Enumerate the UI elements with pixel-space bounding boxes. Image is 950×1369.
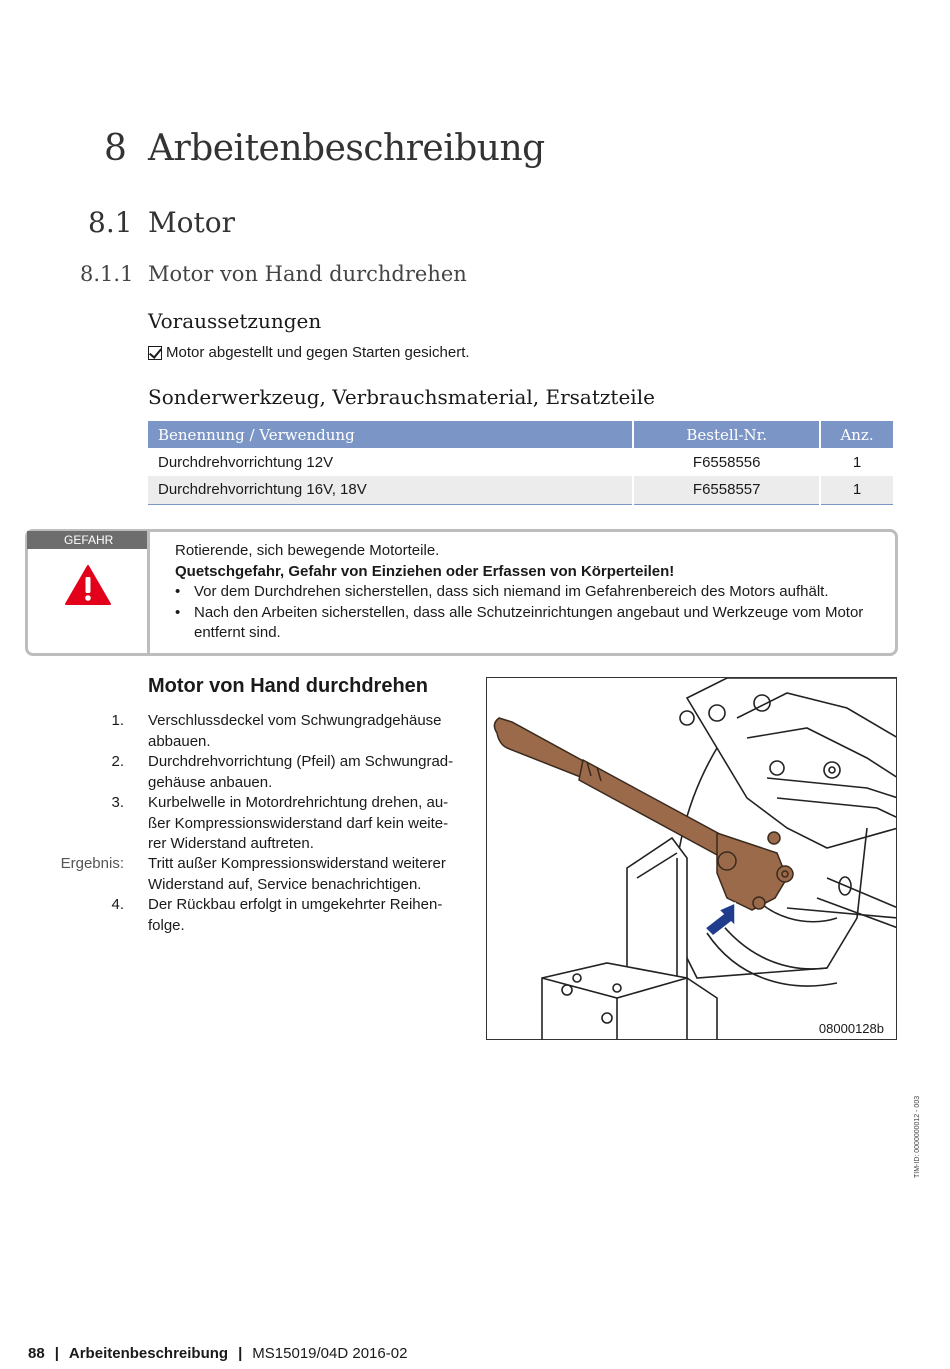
- page-footer: 88 | Arbeitenbeschreibung | MS15019/04D 2016-02: [28, 1345, 408, 1362]
- table-cell: F6558556: [633, 448, 820, 476]
- engine-illustration: [486, 677, 897, 1040]
- step-text: [148, 895, 468, 936]
- step-line: Widerstand auf, Service benachrichtigen.: [148, 875, 422, 893]
- subsection-title: Motor von Hand durchdrehen: [148, 262, 467, 286]
- subsection-number: 8.1.1: [80, 262, 134, 286]
- column-header: Benennung / Verwendung: [148, 421, 633, 448]
- column-header: Anz.: [820, 421, 894, 448]
- table-row: [148, 448, 894, 476]
- section-number: 8.1: [88, 206, 133, 239]
- list-item: • Vor dem Durchdrehen sicherstellen, dass sich niemand im Gefahrenbereich des Motors aufhält.: [175, 582, 890, 603]
- page-number: 88: [28, 1345, 45, 1362]
- danger-label: GEFAHR: [27, 531, 147, 549]
- tools-table: [148, 421, 895, 505]
- step-line: folge.: [148, 916, 185, 934]
- table-cell: Durchdrehvorrichtung 16V, 18V: [148, 476, 633, 504]
- procedure-title: Motor von Hand durchdrehen: [148, 675, 428, 697]
- tim-id: TIM-ID: 0000000012 - 003: [914, 1095, 921, 1178]
- danger-measure: Nach den Arbeiten sicherstellen, dass alle Schutzeinrichtungen angebaut und Werkzeuge vom Motor entfernt sind.: [194, 603, 864, 641]
- table-header-row: [148, 421, 894, 448]
- result-text: [148, 854, 468, 895]
- result-label: Ergebnis:: [60, 855, 124, 872]
- tools-title: Sonderwerkzeug, Verbrauchsmaterial, Ersatzteile: [148, 385, 655, 409]
- danger-divider: [147, 531, 150, 653]
- precondition-item: [148, 344, 470, 361]
- step-number: 2.: [111, 753, 124, 770]
- column-header: Bestell-Nr.: [633, 421, 820, 448]
- danger-consequence: Quetschgefahr, Gefahr von Einziehen oder Erfassen von Körperteilen!: [175, 562, 675, 580]
- footer-doc: MS15019/04D 2016-02: [252, 1345, 408, 1362]
- table-cell: 1: [820, 448, 894, 476]
- step-number: 3.: [111, 794, 124, 811]
- table-cell: Durchdrehvorrichtung 12V: [148, 448, 633, 476]
- step-text: [148, 793, 468, 855]
- table-cell: 1: [820, 476, 894, 504]
- step-line: ßer Kompressionswiderstand darf kein weite-: [148, 814, 449, 832]
- step-line: Durchdrehvorrichtung (Pfeil) am Schwungrad-: [148, 753, 454, 770]
- step-number: 1.: [111, 712, 124, 729]
- step-line: Der Rückbau erfolgt in umgekehrter Reihen-: [148, 896, 443, 913]
- chapter-title: Arbeitenbeschreibung: [148, 128, 545, 169]
- preconditions-title: Voraussetzungen: [148, 309, 322, 333]
- step-line: Kurbelwelle in Motordrehrichtung drehen, au-: [148, 794, 449, 811]
- section-title: Motor: [148, 206, 236, 239]
- table-cell: F6558557: [633, 476, 820, 504]
- precondition-text: Motor abgestellt und gegen Starten gesichert.: [166, 344, 470, 361]
- danger-measure: Vor dem Durchdrehen sicherstellen, dass sich niemand im Gefahrenbereich des Motors aufhält.: [194, 583, 829, 600]
- step-number: 4.: [111, 896, 124, 913]
- step-text: [148, 752, 468, 793]
- checked-box-icon: [148, 346, 162, 360]
- danger-text: [175, 541, 890, 644]
- danger-hazard: Rotierende, sich bewegende Motorteile.: [175, 542, 440, 559]
- figure-id: 08000128b: [818, 1021, 884, 1036]
- list-item: • Nach den Arbeiten sicherstellen, dass alle Schutzeinrichtungen angebaut und Werkzeuge vom Motor entfernt sind.: [175, 603, 890, 644]
- step-line: Tritt außer Kompressionswiderstand weiterer: [148, 855, 446, 872]
- footer-section: Arbeitenbeschreibung: [68, 1345, 229, 1362]
- chapter-number: 8: [104, 128, 127, 169]
- step-text: [148, 711, 468, 752]
- warning-triangle-icon: [64, 564, 112, 611]
- step-line: rer Widerstand auftreten.: [148, 835, 314, 852]
- step-line: gehäuse anbauen.: [148, 773, 273, 791]
- step-line: Verschlussdeckel vom Schwungradgehäuse: [148, 712, 442, 729]
- table-row: [148, 476, 894, 504]
- step-line: abbauen.: [148, 732, 211, 750]
